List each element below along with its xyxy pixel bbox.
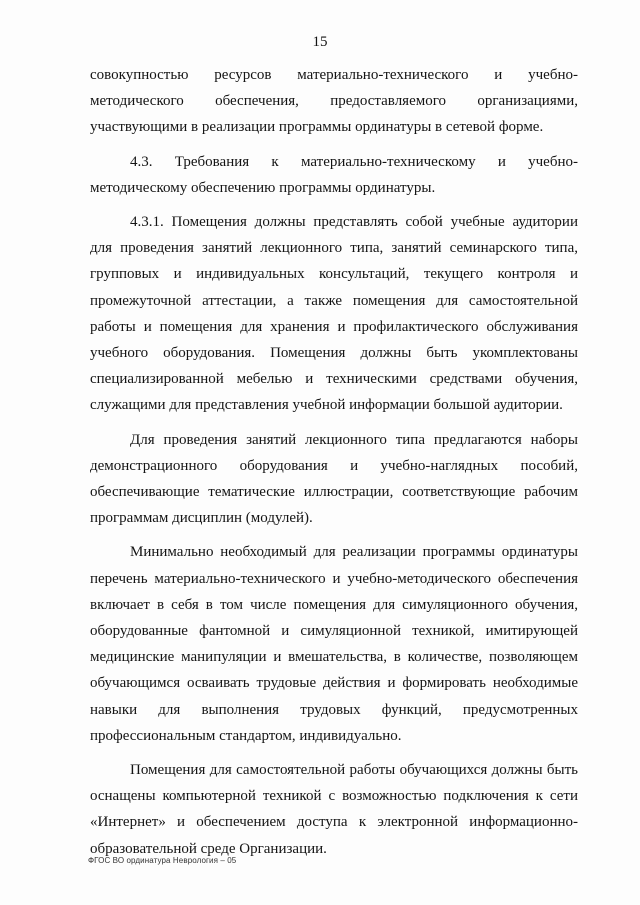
paragraph-section-4-3-1: 4.3.1. Помещения должны представлять собой учебные аудитории для проведения занятий лекционного типа, занятий семинарского типа, групповых и индивидуальных консультаций, текущего контроля и промежуточной аттестации, а также помещения для самостоятельной работы и помещения для хранения и профилактического обслуживания учебного оборудования. Помещения должны быть укомплектованы специализированной мебелью и техническими средствами обучения, служащими для представления учебной информации большой аудитории. xyxy=(90,214,578,414)
paragraph-simulation-training: Минимально необходимый для реализации программы ординатуры перечень материально-технического и учебно-методического обеспечения включает в себя в том числе помещения для симуляционного обучения, оборудованные фантомной и симуляционной техникой, имитирующей медицинские манипуляции и вмешательства, в количестве, позволяющем обучающимся осваивать трудовые действия и формировать необходимые навыки для выполнения трудовых функций, предусмотренных профессиональным стандартом, индивидуально. xyxy=(90,544,578,744)
paragraph-lecture-equipment: Для проведения занятий лекционного типа предлагаются наборы демонстрационного оборудования и учебно-наглядных пособий, обеспечивающие тематические иллюстрации, соответствующие рабочим программам дисциплин (модулей). xyxy=(90,431,578,527)
paragraph-section-4-3: 4.3. Требования к материально-техническому и учебно-методическому обеспечению программы ординатуры. xyxy=(90,153,578,196)
paragraph-self-study-rooms: Помещения для самостоятельной работы обучающихся должны быть оснащены компьютерной техникой с возможностью подключения к сети «Интернет» и обеспечением доступа к электронной информационно-образовательной среде Организации. xyxy=(90,762,578,857)
document-body xyxy=(90,62,578,862)
paragraph-continuation: совокупностью ресурсов материально-технического и учебно-методического обеспечения, предоставляемого организациями, участвующими в реализации программы ординатуры в сетевой форме. xyxy=(90,67,578,136)
page-number: 15 xyxy=(312,34,328,50)
footer-document-code: ФГОС ВО ординатура Неврология – 05 xyxy=(88,856,237,865)
